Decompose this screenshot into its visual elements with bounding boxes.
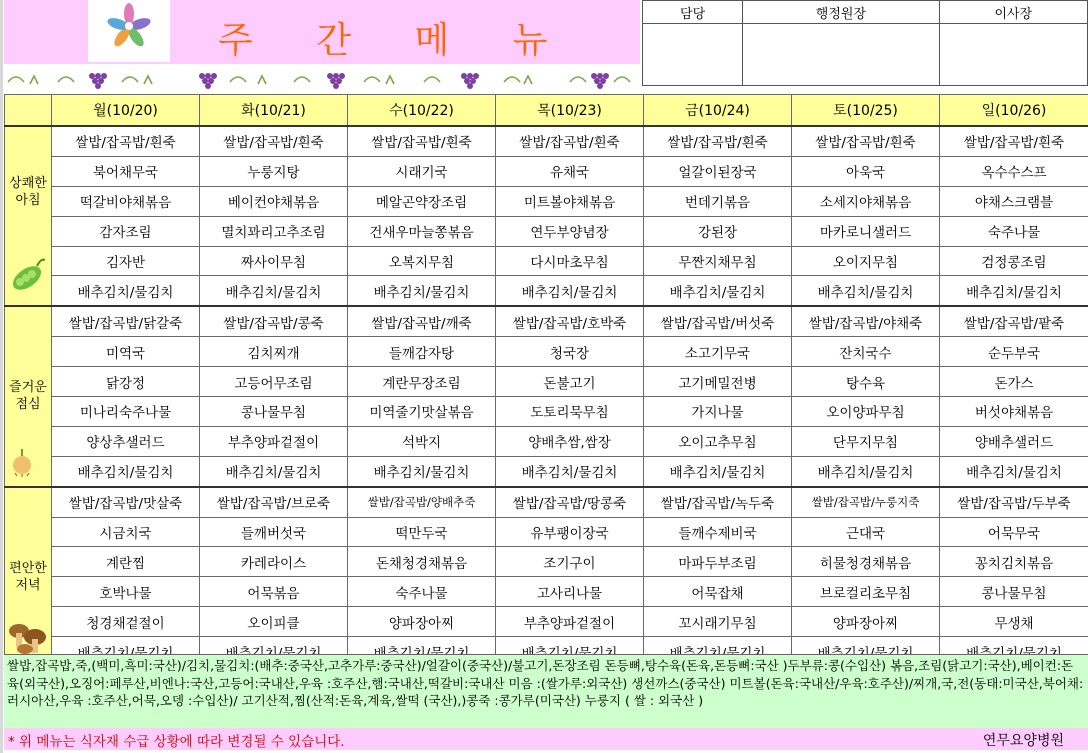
day-header: 화(10/21) xyxy=(200,95,348,127)
menu-row xyxy=(5,337,1088,367)
menu-item: 들깨수제비국 xyxy=(644,517,792,547)
menu-item: 배추김치/물김치 xyxy=(200,456,348,486)
menu-row xyxy=(5,367,1088,397)
menu-item: 배추김치/물김치 xyxy=(644,456,792,486)
menu-item: 김치찌개 xyxy=(200,337,348,367)
menu-item: 야채스크램블 xyxy=(940,186,1088,216)
menu-item: 돈가스 xyxy=(940,367,1088,397)
menu-item: 부추양파겉절이 xyxy=(200,426,348,456)
days-header-row xyxy=(5,95,1088,127)
menu-item: 카레라이스 xyxy=(200,547,348,577)
menu-row xyxy=(5,246,1088,276)
menu-item: 소세지야채볶음 xyxy=(792,186,940,216)
menu-item: 양상추샐러드 xyxy=(52,426,200,456)
menu-item: 미나리숙주나물 xyxy=(52,397,200,427)
day-header: 월(10/20) xyxy=(52,95,200,127)
menu-item: 오이피클 xyxy=(200,607,348,637)
menu-row xyxy=(5,607,1088,637)
menu-item: 부추양파겉절이 xyxy=(496,607,644,637)
menu-item: 멸치꽈리고추조림 xyxy=(200,216,348,246)
menu-item: 들깨감자탕 xyxy=(348,337,496,367)
menu-item: 쌀밥/잡곡밥/두부죽 xyxy=(940,487,1088,517)
menu-item: 떡갈비야채볶음 xyxy=(52,186,200,216)
origin-notes: 쌀밥,잡곡밥,죽,(백미,흑미:국산)/김치,물김치:(배추:중국산,고추가루:중국산)/얼갈이(중국산)/불고기,돈장조림 돈등뼈,탕수육(돈육,돈등뼈:국산 )두부류:콩(수입산) 볶음,조림(닭고기:국산),베이컨:돈육(외국산),오징어:페루산,비엔나:국산,고등어:국내산,우육 :호주산,햄:국내산,떡갈비:국내산 미음 :(쌀가루:외국산) 생선까스(중국산) 미트볼(돈육:국내산/우육:호주산)/찌개,국,전(동태:미국산,북어채:러시아산,우육 :호주산,어묵,오뎅 :수입산)/ 고기산적,찜(산적:돈육,계육,쌀떡 (국산),)콩죽 :콩가루(미국산) 누룽지 ( 쌀 : 외국산 ) xyxy=(4,654,1088,729)
menu-item: 순두부국 xyxy=(940,337,1088,367)
menu-row xyxy=(5,397,1088,427)
meal-label-line2: 저녁 xyxy=(15,577,41,593)
menu-item: 유채국 xyxy=(496,156,644,186)
menu-item: 옥수수스프 xyxy=(940,156,1088,186)
menu-item: 베이컨야채볶음 xyxy=(200,186,348,216)
menu-item: 쌀밥/잡곡밥/흰죽 xyxy=(348,126,496,156)
menu-item: 시금치국 xyxy=(52,517,200,547)
approval-header-admin-director: 행정원장 xyxy=(743,1,939,24)
menu-item: 북어채무국 xyxy=(52,156,200,186)
page-title: 주 간 메 뉴 xyxy=(218,20,574,61)
menu-item: 건새우마늘쫑볶음 xyxy=(348,216,496,246)
menu-item: 근대국 xyxy=(792,517,940,547)
menu-item: 청경채겉절이 xyxy=(52,607,200,637)
day-header: 금(10/24) xyxy=(644,95,792,127)
menu-item: 배추김치/물김치 xyxy=(496,456,644,486)
menu-row xyxy=(5,456,1088,486)
menu-row xyxy=(5,186,1088,216)
menu-item: 배추김치/물김치 xyxy=(940,456,1088,486)
menu-item: 쌀밥/잡곡밥/흰죽 xyxy=(940,126,1088,156)
pea-pod-icon xyxy=(7,252,47,301)
menu-item: 어묵볶음 xyxy=(200,577,348,607)
approval-sign-chairman[interactable] xyxy=(939,24,1087,86)
menu-item: 얼갈이된장국 xyxy=(644,156,792,186)
menu-item: 짜사이무침 xyxy=(200,246,348,276)
menu-item: 히물청경채볶음 xyxy=(792,547,940,577)
menu-item: 버섯야채볶음 xyxy=(940,397,1088,427)
menu-item: 탕수육 xyxy=(792,367,940,397)
menu-item: 조기구이 xyxy=(496,547,644,577)
menu-item: 쌀밥/잡곡밥/땅콩죽 xyxy=(496,487,644,517)
menu-item: 호박나물 xyxy=(52,577,200,607)
day-header: 목(10/23) xyxy=(496,95,644,127)
menu-item: 쌀밥/잡곡밥/양배추죽 xyxy=(348,487,496,517)
menu-item: 쌀밥/잡곡밥/브로죽 xyxy=(200,487,348,517)
menu-item: 아욱국 xyxy=(792,156,940,186)
menu-item: 배추김치/물김치 xyxy=(348,456,496,486)
menu-item: 연두부양념장 xyxy=(496,216,644,246)
menu-row xyxy=(5,547,1088,577)
menu-item: 어묵무국 xyxy=(940,517,1088,547)
menu-item: 마카로니샐러드 xyxy=(792,216,940,246)
menu-item: 어묵잡채 xyxy=(644,577,792,607)
menu-item: 쌀밥/잡곡밥/녹두죽 xyxy=(644,487,792,517)
menu-item: 오복지무침 xyxy=(348,246,496,276)
menu-item: 양파장아찌 xyxy=(792,607,940,637)
approval-sign-admin-director[interactable] xyxy=(743,24,939,86)
meal-label-line1: 즐거운 xyxy=(9,380,47,396)
menu-item: 도토리묵무침 xyxy=(496,397,644,427)
menu-row xyxy=(5,577,1088,607)
meal-label-lunch xyxy=(5,306,52,486)
meal-label-line1: 상쾌한 xyxy=(9,176,47,191)
menu-item: 배추김치/물김치 xyxy=(792,456,940,486)
menu-item: 마파두부조림 xyxy=(644,547,792,577)
menu-row xyxy=(5,126,1088,156)
menu-item: 유부팽이장국 xyxy=(496,517,644,547)
menu-item: 계란무장조림 xyxy=(348,367,496,397)
menu-item: 양배추샐러드 xyxy=(940,426,1088,456)
menu-item: 단무지무침 xyxy=(792,426,940,456)
menu-item: 시래기국 xyxy=(348,156,496,186)
approval-header-staff: 담당 xyxy=(643,1,743,24)
menu-item: 숙주나물 xyxy=(348,577,496,607)
menu-item: 미트볼야채볶음 xyxy=(496,186,644,216)
menu-item: 오이고추무침 xyxy=(644,426,792,456)
menu-item: 쌀밥/잡곡밥/맛살죽 xyxy=(52,487,200,517)
day-header: 수(10/22) xyxy=(348,95,496,127)
hospital-name: 연무요양병원 xyxy=(982,733,1064,749)
hospital-logo xyxy=(88,0,170,62)
menu-item: 고기메밀전병 xyxy=(644,367,792,397)
spreadsheet-gridline xyxy=(0,0,3,753)
menu-row xyxy=(5,306,1088,336)
menu-item: 배추김치/물김치 xyxy=(644,276,792,306)
menu-item: 숙주나물 xyxy=(940,216,1088,246)
menu-item: 양파장아찌 xyxy=(348,607,496,637)
vine-decoration xyxy=(4,64,640,92)
menu-item: 떡만두국 xyxy=(348,517,496,547)
menu-item: 쌀밥/잡곡밥/깨죽 xyxy=(348,306,496,336)
meal-label-line2: 점심 xyxy=(15,397,41,413)
menu-item: 검정콩조림 xyxy=(940,246,1088,276)
menu-item: 고등어무조림 xyxy=(200,367,348,397)
menu-item: 배추김치/물김치 xyxy=(52,456,200,486)
menu-item: 돈불고기 xyxy=(496,367,644,397)
menu-item: 누룽지탕 xyxy=(200,156,348,186)
menu-item: 감자조림 xyxy=(52,216,200,246)
menu-item: 배추김치/물김치 xyxy=(496,276,644,306)
menu-item: 들깨버섯국 xyxy=(200,517,348,547)
menu-item: 쌀밥/잡곡밥/흰죽 xyxy=(200,126,348,156)
menu-item: 고사리나물 xyxy=(496,577,644,607)
menu-item: 쌀밥/잡곡밥/누룽지죽 xyxy=(792,487,940,517)
menu-item: 김자반 xyxy=(52,246,200,276)
menu-item: 쌀밥/잡곡밥/닭갈죽 xyxy=(52,306,200,336)
menu-item: 잔치국수 xyxy=(792,337,940,367)
menu-row xyxy=(5,276,1088,306)
menu-item: 석박지 xyxy=(348,426,496,456)
menu-item: 쌀밥/잡곡밥/흰죽 xyxy=(644,126,792,156)
day-header: 일(10/26) xyxy=(940,95,1088,127)
menu-item: 쌀밥/잡곡밥/콩죽 xyxy=(200,306,348,336)
menu-item: 강된장 xyxy=(644,216,792,246)
menu-item: 꼬시래기무침 xyxy=(644,607,792,637)
menu-item: 오이지무침 xyxy=(792,246,940,276)
menu-item: 쌀밥/잡곡밥/흰죽 xyxy=(496,126,644,156)
change-notice: * 위 메뉴는 식자재 수급 상황에 따라 변경될 수 있습니다. xyxy=(8,734,345,750)
menu-row xyxy=(5,426,1088,456)
menu-row xyxy=(5,517,1088,547)
footer-bar xyxy=(4,728,1088,750)
day-header: 토(10/25) xyxy=(792,95,940,127)
menu-item: 배추김치/물김치 xyxy=(792,276,940,306)
menu-item: 배추김치/물김치 xyxy=(52,276,200,306)
menu-row xyxy=(5,156,1088,186)
meal-label-dinner xyxy=(5,487,52,667)
menu-item: 다시마초무침 xyxy=(496,246,644,276)
meal-label-breakfast xyxy=(5,126,52,306)
menu-item: 닭강정 xyxy=(52,367,200,397)
menu-item: 메알곤약장조림 xyxy=(348,186,496,216)
menu-item: 미역줄기맛살볶음 xyxy=(348,397,496,427)
menu-item: 오이양파무침 xyxy=(792,397,940,427)
menu-item: 무생채 xyxy=(940,607,1088,637)
menu-item: 쌀밥/잡곡밥/흰죽 xyxy=(792,126,940,156)
weekly-menu-table xyxy=(4,94,1088,667)
menu-item: 배추김치/물김치 xyxy=(940,276,1088,306)
menu-item: 양배추쌈,쌈장 xyxy=(496,426,644,456)
approval-header-chairman: 이사장 xyxy=(939,1,1087,24)
menu-item: 쌀밥/잡곡밥/버섯죽 xyxy=(644,306,792,336)
menu-item: 배추김치/물김치 xyxy=(200,276,348,306)
menu-item: 쌀밥/잡곡밥/팥죽 xyxy=(940,306,1088,336)
menu-item: 미역국 xyxy=(52,337,200,367)
menu-item: 배추김치/물김치 xyxy=(348,276,496,306)
menu-item: 계란찜 xyxy=(52,547,200,577)
menu-item: 무짠지채무침 xyxy=(644,246,792,276)
menu-item: 쌀밥/잡곡밥/호박죽 xyxy=(496,306,644,336)
menu-item: 콩나물무침 xyxy=(200,397,348,427)
menu-item: 꽁치김치볶음 xyxy=(940,547,1088,577)
meal-label-line2: 아침 xyxy=(15,193,41,208)
menu-item: 가지나물 xyxy=(644,397,792,427)
menu-item: 콩나물무침 xyxy=(940,577,1088,607)
menu-item: 돈채청경채볶음 xyxy=(348,547,496,577)
menu-item: 청국장 xyxy=(496,337,644,367)
menu-item: 브로컬리초무침 xyxy=(792,577,940,607)
menu-row xyxy=(5,487,1088,517)
menu-item: 번데기볶음 xyxy=(644,186,792,216)
onion-icon xyxy=(7,447,37,482)
menu-item: 쌀밥/잡곡밥/야채죽 xyxy=(792,306,940,336)
menu-item: 소고기무국 xyxy=(644,337,792,367)
menu-item: 쌀밥/잡곡밥/흰죽 xyxy=(52,126,200,156)
approval-box xyxy=(642,0,1088,86)
menu-row xyxy=(5,216,1088,246)
corner-cell xyxy=(5,95,52,127)
approval-sign-staff[interactable] xyxy=(643,24,743,86)
meal-label-line1: 편안한 xyxy=(9,560,47,576)
